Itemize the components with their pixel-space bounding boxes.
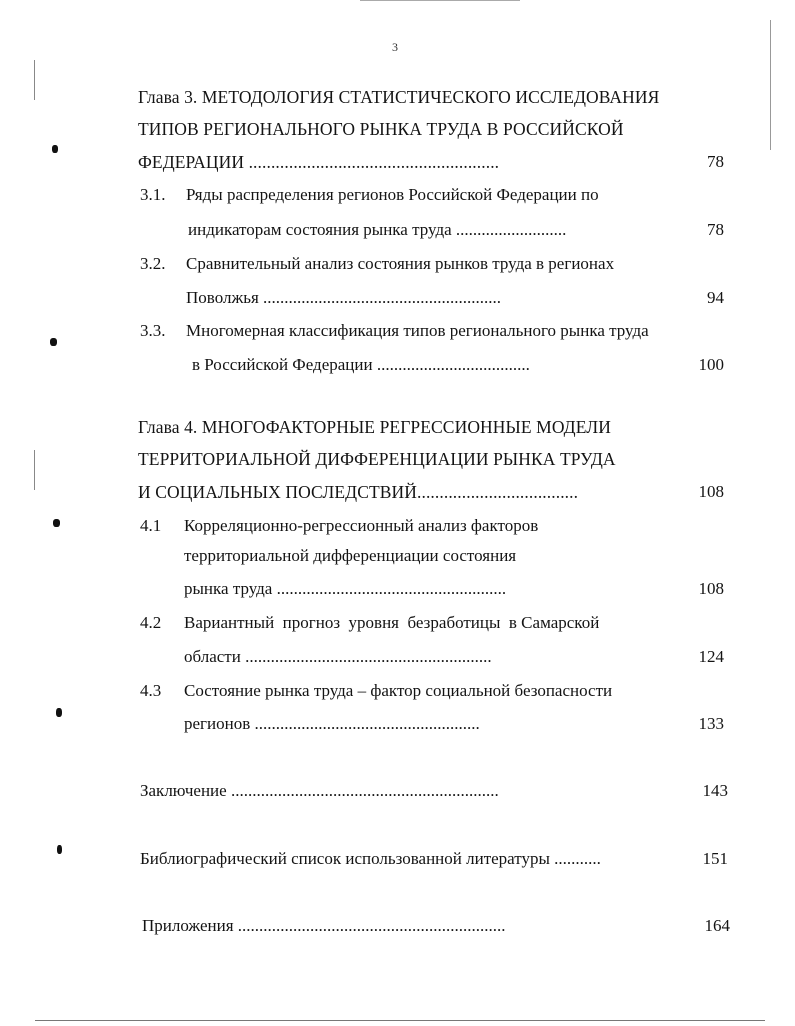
section-4-3-number: 4.3 <box>140 681 162 700</box>
chapter4-title-line1: Глава 4. МНОГОФАКТОРНЫЕ РЕГРЕССИОННЫЕ МОДЕЛИ <box>138 417 611 437</box>
section-4-2-line1: Вариантный прогноз уровня безработицы в Самарской <box>184 613 600 632</box>
punch-hole-mark <box>53 519 60 527</box>
bibliography-entry: Библиографический список использованной литературы ........... <box>140 849 601 868</box>
punch-hole-mark <box>52 145 58 153</box>
section-4-2-line2: области .......................................................... <box>184 647 492 666</box>
section-4-3-page: 133 <box>698 714 724 733</box>
section-3-3-line2: в Российской Федерации .................................... <box>192 355 530 374</box>
section-4-1-number: 4.1 <box>140 516 162 535</box>
section-4-1-line1: Корреляционно-регрессионный анализ факторов <box>184 516 539 535</box>
section-4-2-number: 4.2 <box>140 613 162 632</box>
section-4-2-page: 124 <box>698 647 724 666</box>
punch-hole-mark <box>50 338 57 346</box>
chapter4-page: 108 <box>698 482 724 501</box>
chapter3-title-line2: ТИПОВ РЕГИОНАЛЬНОГО РЫНКА ТРУДА В РОССИЙСКОЙ <box>138 119 624 139</box>
section-4-1-line2: территориальной дифференциации состояния <box>184 546 517 565</box>
section-3-3-page: 100 <box>698 355 724 374</box>
chapter4-title-line2: ТЕРРИТОРИАЛЬНОЙ ДИФФЕРЕНЦИАЦИИ РЫНКА ТРУДА <box>138 449 616 469</box>
page-number: 3 <box>392 40 398 54</box>
scan-border-left <box>34 60 35 100</box>
punch-hole-mark <box>56 708 62 717</box>
scan-border-top <box>360 0 520 1</box>
scan-border-bottom <box>35 1020 765 1021</box>
section-4-3-line1: Состояние рынка труда – фактор социальной безопасности <box>184 681 613 700</box>
conclusion-entry: Заключение ............................................................... <box>140 781 499 800</box>
conclusion-page: 143 <box>702 781 728 800</box>
section-3-3-number: 3.3. <box>140 321 166 340</box>
section-3-2-page: 94 <box>707 288 724 307</box>
chapter4-title-line3: И СОЦИАЛЬНЫХ ПОСЛЕДСТВИЙ.................................... <box>138 482 579 502</box>
section-3-1-line1: Ряды распределения регионов Российской Федерации по <box>186 185 599 204</box>
chapter3-title-line3: ФЕДЕРАЦИИ ........................................................ <box>138 152 500 172</box>
section-4-1-page: 108 <box>698 579 724 598</box>
scan-border-left-2 <box>34 450 35 490</box>
chapter3-page: 78 <box>707 152 724 171</box>
section-3-1-line2: индикаторам состояния рынка труда .......................... <box>188 220 567 239</box>
bibliography-page: 151 <box>702 849 728 868</box>
appendix-entry: Приложения ............................................................... <box>142 916 506 935</box>
scan-border-right <box>770 20 771 150</box>
section-3-2-number: 3.2. <box>140 254 166 273</box>
section-4-3-line2: регионов ..................................................... <box>184 714 480 733</box>
section-3-2-line2: Поволжья ........................................................ <box>186 288 502 307</box>
appendix-page: 164 <box>704 916 730 935</box>
section-3-1-page: 78 <box>707 220 724 239</box>
section-3-2-line1: Сравнительный анализ состояния рынков труда в регионах <box>186 254 615 273</box>
punch-hole-mark <box>57 845 62 854</box>
section-3-1-number: 3.1. <box>140 185 166 204</box>
section-4-1-line3: рынка труда ...................................................... <box>184 579 507 598</box>
chapter3-title-line1: Глава 3. МЕТОДОЛОГИЯ СТАТИСТИЧЕСКОГО ИССЛЕДОВАНИЯ <box>138 87 660 107</box>
section-3-3-line1: Многомерная классификация типов регионального рынка труда <box>186 321 649 340</box>
